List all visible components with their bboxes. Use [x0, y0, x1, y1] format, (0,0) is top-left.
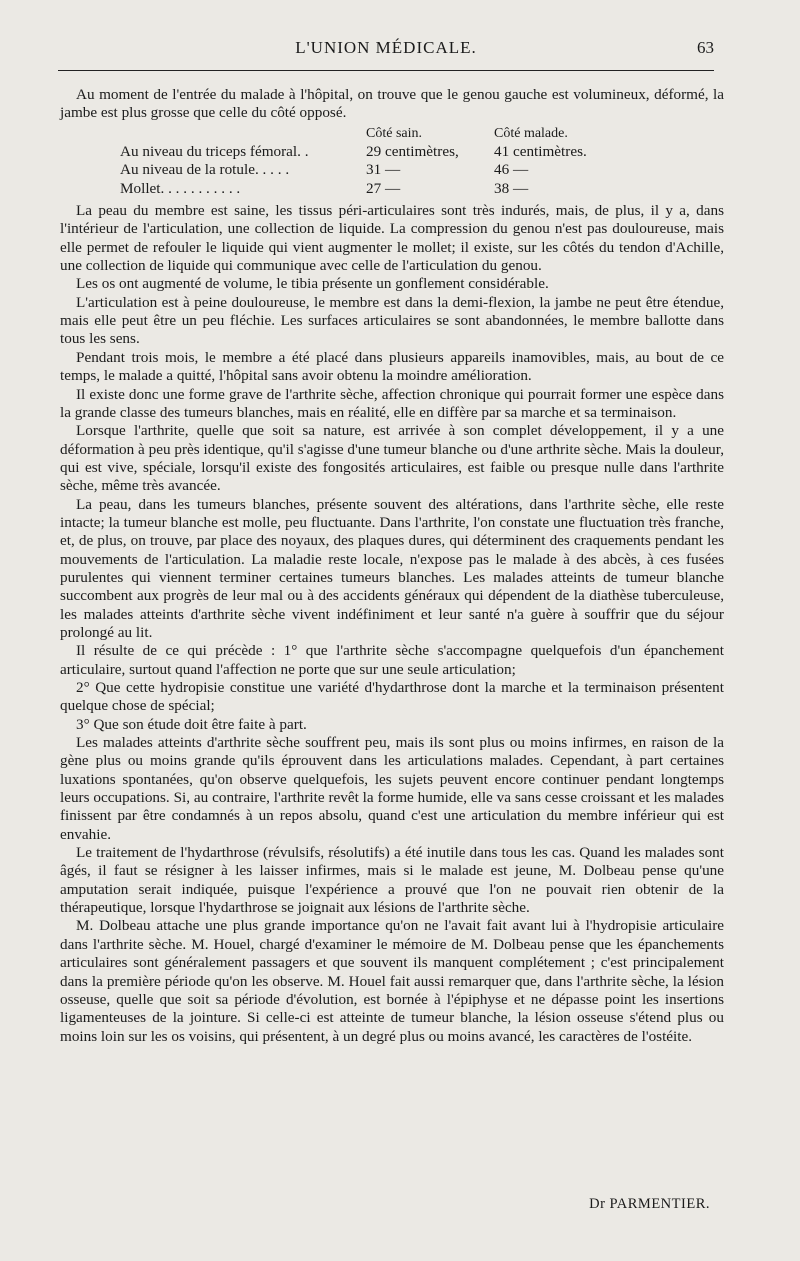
header-rule — [58, 70, 714, 71]
paragraph: La peau, dans les tumeurs blanches, présente souvent des altérations, dans l'arthrite sèche, elle reste intacte; la tumeur blanche est molle, peu fluctuante. Dans l'arthrite, l'on constate une fluctuation très franche, et, de plus, on trouve, par place des noyaux, des plaques dures, qui déterminent des craquements pendant les mouvements de l'articulation. La maladie reste locale, n'expose pas le malade à des abcès, à ces fusées purulentes qui viennent terminer certaines tumeurs blanches. Les malades atteints de tumeur blanche succombent aux progrès de leur mal ou à des accidents généraux qui dépendent de la diathèse tuberculeuse, les malades atteints d'arthrite sèche vivent indéfiniment et leur santé n'a guère à souffrir que du séjour prolongé au lit. — [60, 495, 724, 641]
paragraph: L'articulation est à peine douloureuse, le membre est dans la demi-flexion, la jambe ne peut être étendue, mais elle peut être un peu fléchie. Les surfaces articulaires se sont abandonnées, le membre ballotte dans tous les sens. — [60, 293, 724, 348]
author-signature: Dr PARMENTIER. — [589, 1196, 710, 1212]
running-header — [58, 38, 714, 64]
row-label: Mollet. . . . . . . . . . . — [120, 179, 241, 197]
paragraph: 3° Que son étude doit être faite à part. — [76, 715, 307, 733]
page-number: 63 — [697, 38, 714, 57]
article-body — [60, 86, 724, 1046]
value-malade: 41 centimètres. — [494, 143, 587, 161]
paragraph: Les malades atteints d'arthrite sèche souffrent peu, mais ils sont plus ou moins infirmes, en raison de la gène plus ou moins grande qu'ils éprouvent dans les articulations malades. Cependant, à part certaines luxations spontanées, qu'on observe quelquefois, les sujets peuvent encore continuer pendant longtemps leurs occupations. Si, au contraire, l'arthrite revêt la forme humide, elle va sans cesse croissant et les malades finissent par être condamnés à un repos absolu, quand c'est une articulation du membre inférieur qui est envahie. — [60, 734, 724, 843]
paragraph: La peau du membre est saine, les tissus péri-articulaires sont très indurés, mais, de plus, il y a, dans l'intérieur de l'articulation, une collection de liquide. La compression du genou n'est pas douloureuse, mais elle permet de refouler le liquide qui vient augmenter le mollet; il existe, sur les côtés du tendon d'Achille, une collection de liquide qui communique avec celle de l'articulation du genou. — [60, 202, 724, 275]
paragraph: Il résulte de ce qui précède : 1° que l'arthrite sèche s'accompagne quelquefois d'un épanchement articulaire, surtout quand l'affection ne porte que sur une seule articulation; — [60, 642, 724, 678]
table-row — [120, 143, 660, 161]
paragraph: 2° Que cette hydropisie constitue une variété d'hydarthrose dont la marche et la terminaison présentent quelque chose de spécial; — [60, 679, 724, 715]
intro-paragraph: Au moment de l'entrée du malade à l'hôpital, on trouve que le genou gauche est volumineux, déformé, la jambe est plus grosse que celle du côté opposé. — [60, 86, 724, 122]
table-header-row — [120, 125, 660, 143]
paragraph: Les os ont augmenté de volume, le tibia présente un gonflement considérable. — [76, 275, 549, 293]
paragraph: Pendant trois mois, le membre a été placé dans plusieurs appareils inamovibles, mais, au bout de ce temps, le malade a quitté, l'hôpital sans avoir obtenu la moindre amélioration. — [60, 348, 724, 385]
measurement-table — [120, 125, 660, 198]
value-sain: 27 — — [366, 179, 401, 197]
value-malade: 38 — — [494, 179, 529, 197]
paragraph: Lorsque l'arthrite, quelle que soit sa nature, est arrivée à son complet développement, il y a une déformation à peu près identique, qu'il s'agisse d'une tumeur blanche ou d'une arthrite sèche. Mais la douleur, qui est vive, spéciale, lorsqu'il existe des fongosités articulaires, est faible ou presque nulle dans l'arthrite sèche, même très avancée. — [60, 422, 724, 495]
table-row — [120, 161, 660, 179]
col-header-malade: Côté malade. — [494, 125, 568, 141]
row-label: Au niveau de la rotule. . . . . — [120, 161, 290, 179]
paragraph: Le traitement de l'hydarthrose (révulsifs, résolutifs) a été inutile dans tous les cas. Quand les malades sont âgés, il faut se résigner à les laisser infirmes, mais si le malade est jeune, M. Dolbeau pense qu'une amputation serait indiquée, puisque l'expérience a prouvé que l'on ne pouvait rien obtenir de la thérapeutique, lorsque l'hydarthrose se joignait aux lésions de l'arthrite sèche. — [60, 844, 724, 917]
value-malade: 46 — — [494, 161, 529, 179]
journal-title: L'UNION MÉDICALE. — [295, 38, 477, 57]
paragraph: M. Dolbeau attache une plus grande importance qu'on ne l'avait fait avant lui à l'hydropisie articulaire dans l'arthrite sèche. M. Houel, chargé d'examiner le mémoire de M. Dolbeau pense que les épanchements articulaires sont généralement passagers et que souvent ils manquent complétement ; c'est principalement dans la première période qu'on les observe. M. Houel fait aussi remarquer que, dans l'arthrite sèche, la lésion osseuse, quelle que soit sa période d'évolution, est bornée à l'épiphyse et ne dépasse point les insertions ligamenteuses de la jointure. Si celle-ci est atteinte de tumeur blanche, la lésion osseuse s'étend plus ou moins loin sur les os voisins, qui présentent, à un degré plus ou moins avancé, les caractères de l'ostéite. — [60, 917, 724, 1045]
table-row — [120, 180, 660, 198]
value-sain: 31 — — [366, 161, 401, 179]
col-header-sain: Côté sain. — [366, 125, 422, 141]
paragraph: Il existe donc une forme grave de l'arthrite sèche, affection chronique qui pourrait former une espèce dans la grande classe des tumeurs blanches, mais en réalité, elle en diffère par sa marche et sa terminaison. — [60, 385, 724, 421]
row-label: Au niveau du triceps fémoral. . — [120, 143, 309, 161]
value-sain: 29 centimètres, — [366, 143, 459, 161]
